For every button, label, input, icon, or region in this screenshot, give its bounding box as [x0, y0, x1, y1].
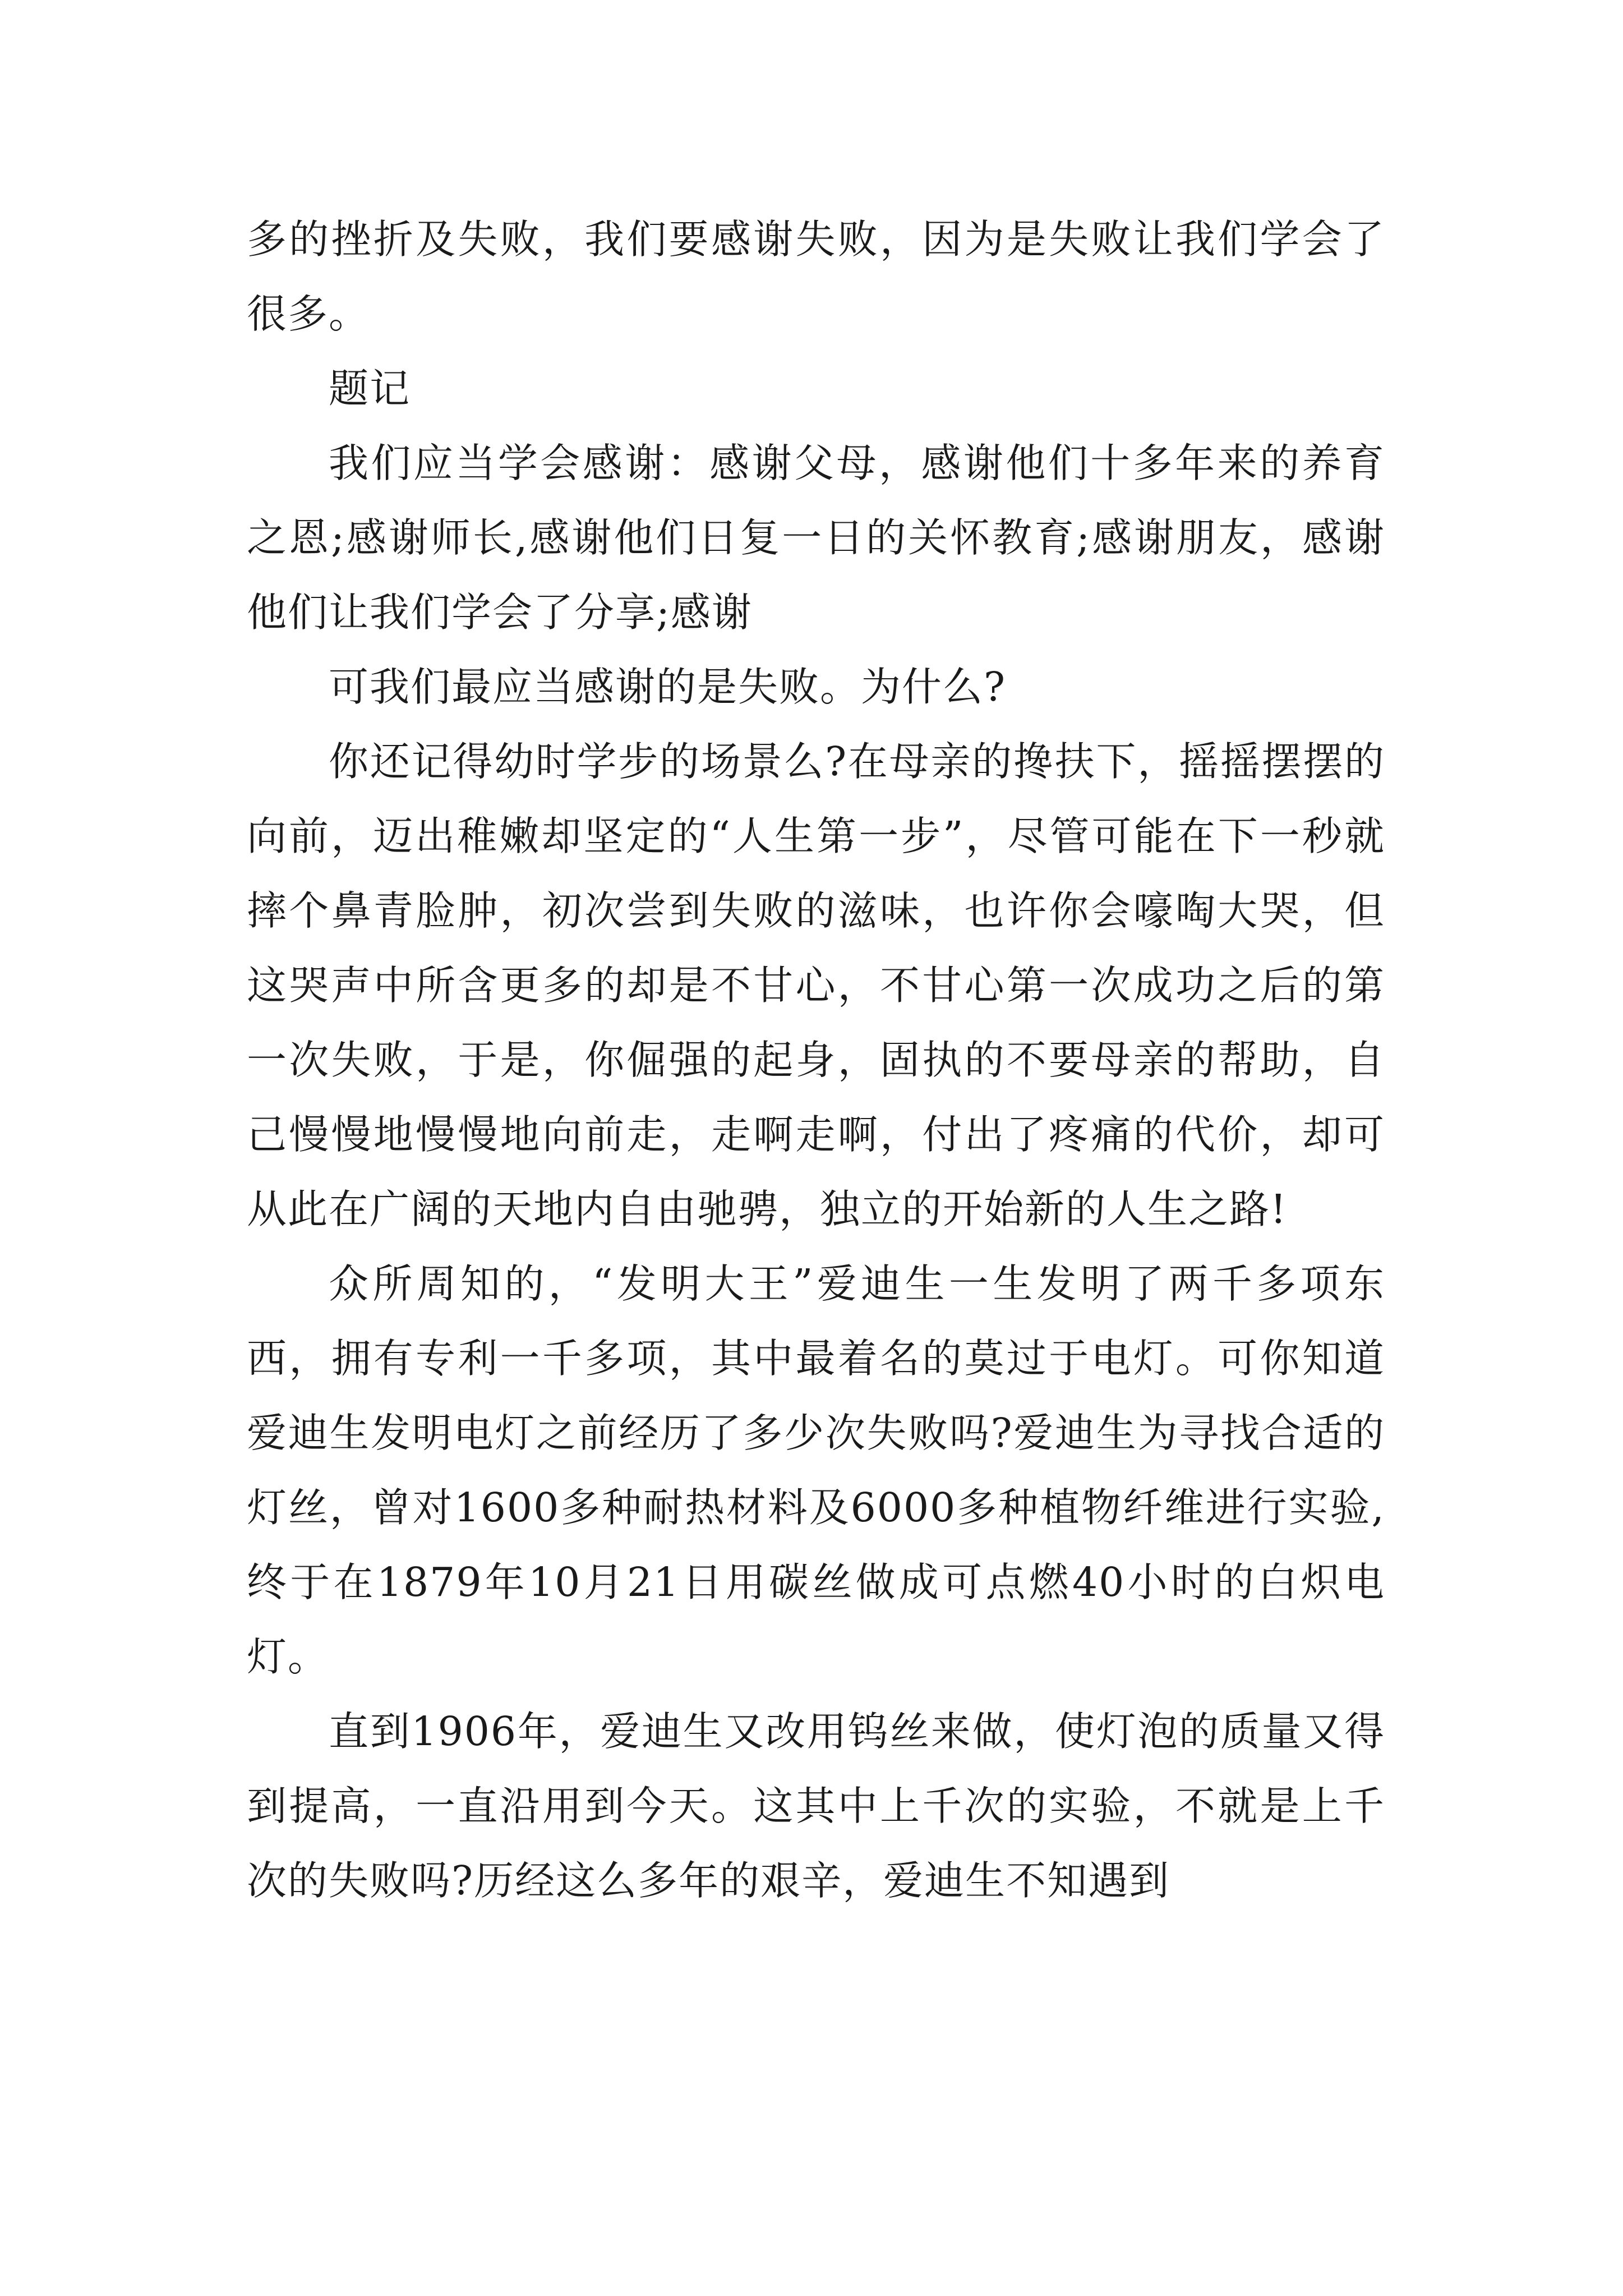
paragraph-edison-tungsten: 直到1906年，爱迪生又改用钨丝来做，使灯泡的质量又得到提高，一直沿用到今天。这其中上千次的实验，不就是上千次的失败吗?历经这么多年的艰辛，爱迪生不知遇到 [247, 1708, 1385, 1904]
paragraph-gratitude: 我们应当学会感谢：感谢父母，感谢他们十多年来的养育之恩;感谢师长,感谢他们日复一日的关怀教育;感谢朋友，感谢他们让我们学会了分享;感谢 [247, 440, 1385, 636]
document-body [247, 202, 1385, 1918]
paragraph-continuation: 多的挫折及失败，我们要感谢失败，因为是失败让我们学会了很多。 [247, 216, 1385, 337]
paragraph-first-steps: 你还记得幼时学步的场景么?在母亲的搀扶下，摇摇摆摆的向前，迈出稚嫩却坚定的“人生第一步”，尽管可能在下一秒就摔个鼻青脸肿，初次尝到失败的滋味，也许你会嚎啕大哭，但这哭声中所含更多的却是不甘心，不甘心第一次成功之后的第一次失败，于是，你倔强的起身，固执的不要母亲的帮助，自己慢慢地慢慢地向前走，走啊走啊，付出了疼痛的代价，却可从此在广阔的天地内自由驰骋，独立的开始新的人生之路! [247, 738, 1385, 1232]
paragraph-edison-inventions: 众所周知的，“发明大王”爱迪生一生发明了两千多项东西，拥有专利一千多项，其中最着名的莫过于电灯。可你知道爱迪生发明电灯之前经历了多少次失败吗?爱迪生为寻找合适的灯丝，曾对1600多种耐热材料及6000多种植物纤维进行实验,终于在1879年10月21日用碳丝做成可点燃40小时的白炽电灯。 [247, 1260, 1385, 1680]
paragraph-question: 可我们最应当感谢的是失败。为什么? [329, 664, 1007, 710]
paragraph-epigraph-label: 题记 [329, 365, 411, 412]
